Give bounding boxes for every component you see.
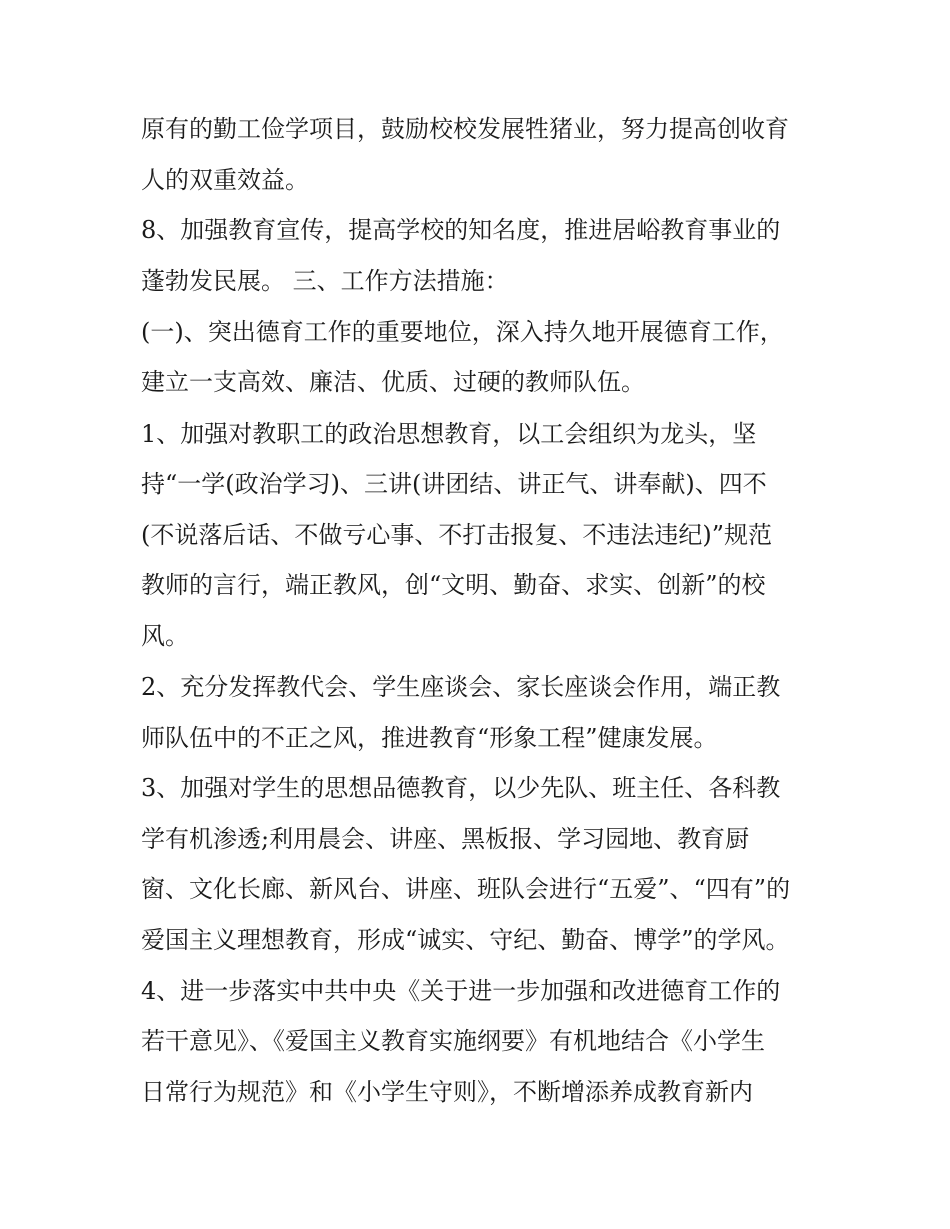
text-line: 4、进一步落实中共中央《关于进一步加强和改进德育工作的	[141, 977, 781, 1005]
text-line: 教师的言行，端正教风，创“文明、勤奋、求实、创新”的校	[141, 571, 766, 599]
text-line: 持“一学(政治学习)、三讲(讲团结、讲正气、讲奉献)、四不	[141, 470, 767, 498]
text-line: 1、加强对教职工的政治思想教育，以工会组织为龙头，坚	[141, 420, 757, 448]
text-line: (一)、突出德育工作的重要地位，深入持久地开展德育工作，	[141, 318, 784, 346]
text-line: 2、充分发挥教代会、学生座谈会、家长座谈会作用，端正教	[141, 673, 781, 701]
text-line: 窗、文化长廊、新风台、讲座、班队会进行“五爱”、“四有”的	[141, 875, 791, 903]
text-line: 8、加强教育宣传，提高学校的知名度，推进居峪教育事业的	[141, 216, 781, 244]
text-line: 爱国主义理想教育，形成“诚实、守纪、勤奋、博学”的学风。	[141, 926, 790, 954]
text-line: 日常行为规范》和《小学生守则》，不断增添养成教育新内	[141, 1078, 753, 1106]
text-line: 蓬勃发民展。 三、工作方法措施：	[141, 267, 509, 295]
text-line: 师队伍中的不正之风，推进教育“形象工程”健康发展。	[141, 724, 718, 752]
text-line: 风。	[141, 622, 189, 650]
text-line: 若干意见》、《爱国主义教育实施纲要》有机地结合《小学生	[141, 1027, 765, 1055]
text-line: 建立一支高效、廉洁、优质、过硬的教师队伍。	[141, 368, 645, 396]
text-line: 学有机渗透;利用晨会、讲座、黑板报、学习园地、教育厨	[141, 825, 750, 853]
text-line: 原有的勤工俭学项目，鼓励校校发展牲猪业，努力提高创收育	[141, 115, 789, 143]
text-line: (不说落后话、不做亏心事、不打击报复、不违法违纪)”规范	[141, 521, 772, 549]
text-line: 3、加强对学生的思想品德教育，以少先队、班主任、各科教	[141, 774, 781, 802]
text-line: 人的双重效益。	[141, 166, 309, 194]
